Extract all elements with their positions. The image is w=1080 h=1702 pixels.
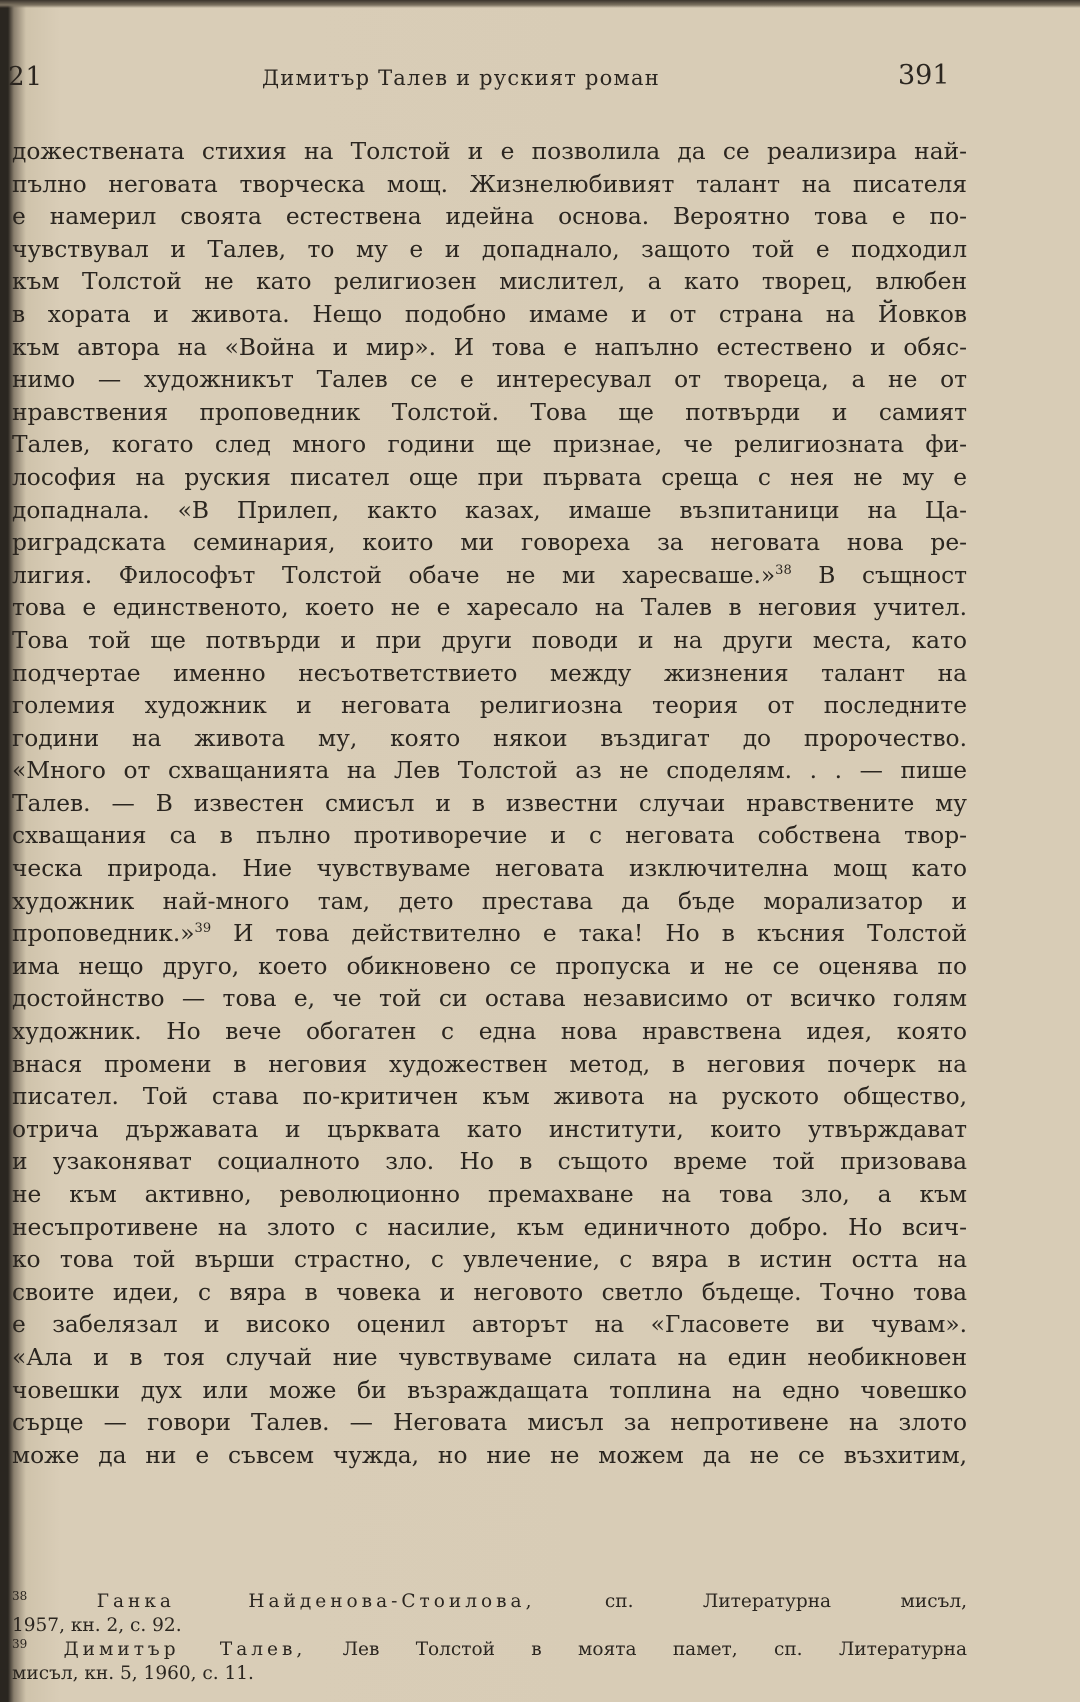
text-line xyxy=(12,1212,967,1245)
text-line xyxy=(12,364,967,397)
text-line-content: Талев, когато след много години ще признае, че религиозната фи- xyxy=(12,431,967,459)
footnote-38 xyxy=(12,1590,967,1614)
text-line-content: пълно неговата творческа мощ. Жизнелюбивият талант на писателя xyxy=(12,170,967,198)
text-line-content: към Толстой не като религиозен мислител, а като творец, влюбен xyxy=(12,268,967,296)
text-line xyxy=(12,788,967,821)
text-line xyxy=(12,169,967,202)
footnote-39-continuation: мисъл, кн. 5, 1960, с. 11. xyxy=(12,1663,254,1684)
page-top-edge xyxy=(0,0,1080,8)
text-line-content: «Ала и в тоя случай ние чувствуваме силата на един необикновен xyxy=(12,1343,967,1371)
text-line xyxy=(12,299,967,332)
text-line-content: може да ни е съвсем чужда, но ние не можем да не се възхитим, xyxy=(12,1441,967,1469)
text-line xyxy=(12,918,967,951)
header-left-fragment: 21 xyxy=(8,62,44,92)
footnote-ref-38: 38 xyxy=(775,562,792,578)
footnote-39-author: Димитър Талев, xyxy=(63,1639,307,1660)
running-header xyxy=(0,58,1080,98)
text-line-content: отрича държавата и църквата като институти, които утвърждават xyxy=(12,1115,967,1143)
text-line-content: човешки дух или може би възраждащата топлина на едно човешко xyxy=(12,1376,967,1404)
text-line-content: има нещо друго, което обикновено се пропуска и не се оценява по xyxy=(12,952,967,980)
text-line xyxy=(12,201,967,234)
text-line xyxy=(12,1016,967,1049)
text-line xyxy=(12,1049,967,1082)
text-line-content: внася промени в неговия художествен метод, в неговия почерк на xyxy=(12,1050,967,1078)
text-line xyxy=(12,266,967,299)
footnote-39 xyxy=(12,1638,967,1662)
text-line xyxy=(12,1146,967,1179)
text-line xyxy=(12,462,967,495)
text-line-content: писател. Той става по-критичен към живота на руското общество, xyxy=(12,1083,967,1111)
text-line-content: художник. Но вече обогатен с една нова нравствена идея, която xyxy=(12,1018,967,1046)
text-line-content: проповедник.» xyxy=(12,920,195,948)
page-number: 391 xyxy=(898,60,950,91)
text-line-content: големия художник и неговата религиозна теория от последните xyxy=(12,692,967,720)
footnote-ref-39: 39 xyxy=(194,921,212,937)
footnote-38-author: Ганка Найденова-Стоилова, xyxy=(96,1591,536,1612)
text-line-content: и узаконяват социалното зло. Но в същото време той призовава xyxy=(12,1148,967,1176)
main-text xyxy=(12,136,968,1469)
text-line xyxy=(12,1309,967,1342)
text-line xyxy=(12,1244,967,1277)
text-line-content: подчертае именно несъответствието между жизнения талант на xyxy=(12,659,967,687)
footnote-38-continuation: 1957, кн. 2, с. 92. xyxy=(12,1615,182,1636)
text-line xyxy=(12,527,967,560)
text-line-content: достойнство — това е, че той си остава независимо от всичко голям xyxy=(12,985,967,1013)
text-line xyxy=(12,886,967,919)
text-line-content: ческа природа. Ние чувствуваме неговата изключителна мощ като xyxy=(12,855,967,883)
text-line-content: Това той ще потвърди и при други поводи и на други места, като xyxy=(12,626,967,654)
text-line xyxy=(12,1081,967,1114)
text-line xyxy=(12,397,967,430)
running-title: Димитър Талев и руският роман xyxy=(262,66,660,90)
text-line-content: това е единственото, което не е харесало на Талев в неговия учител. xyxy=(12,594,967,622)
text-line-content: сърце — говори Талев. — Неговата мисъл за непротивене на злото xyxy=(12,1409,967,1437)
text-line xyxy=(12,1277,967,1310)
text-line xyxy=(12,755,967,788)
text-line xyxy=(12,853,967,886)
text-line-content: дожествената стихия на Толстой и е позволила да се реализира най- xyxy=(12,138,967,165)
footnote-38-source: сп. Литературна мисъл, xyxy=(535,1591,967,1612)
text-line-content: не към активно, революционно премахване на това зло, а към xyxy=(12,1181,967,1208)
text-line-content: риградската семинария, които ми говореха за неговата нова ре- xyxy=(12,529,967,557)
text-line xyxy=(12,560,967,593)
text-line xyxy=(12,1114,967,1147)
text-line xyxy=(12,820,967,853)
text-line-content: несъпротивене на злото с насилие, към единичното добро. Но всич- xyxy=(12,1213,967,1241)
text-line-content: лософия на руския писател още при първата среща с нея не му е xyxy=(12,463,967,491)
text-line xyxy=(12,1440,967,1473)
text-line xyxy=(12,332,967,365)
text-line xyxy=(12,1342,967,1375)
text-line xyxy=(12,951,967,984)
text-line-content: допаднала. «В Прилеп, както казах, имаше възпитаници на Ца- xyxy=(12,496,967,524)
text-line xyxy=(12,625,967,658)
text-line xyxy=(12,723,967,756)
text-line-content: схващания са в пълно противоречие и с неговата собствена твор- xyxy=(12,822,967,850)
text-line-content: към автора на «Война и мир». И това е напълно естествено и обяс- xyxy=(12,333,967,361)
text-line xyxy=(12,690,967,723)
text-line xyxy=(12,658,967,691)
text-line-content: «Много от схващанията на Лев Толстой аз не споделям. . . — пише xyxy=(12,757,967,785)
text-line-content: нимо — художникът Талев се е интересувал от твореца, а не от xyxy=(12,366,967,394)
text-line-content: ко това той върши страстно, с увлечение, с вяра в истин остта на xyxy=(12,1246,967,1274)
text-line-content: в хората и живота. Нещо подобно имаме и от страна на Йовков xyxy=(12,300,967,328)
text-line-content: Талев. — В известен смисъл и в известни случаи нравствените му xyxy=(12,789,967,817)
text-line-content: години на живота му, която някои въздигат до пророчество. xyxy=(12,724,967,752)
text-line xyxy=(12,592,967,625)
text-line-content: художник най-много там, дето престава да бъде морализатор и xyxy=(12,887,967,915)
text-line xyxy=(12,234,967,267)
text-line xyxy=(12,429,967,462)
text-line xyxy=(12,1375,967,1408)
footnotes xyxy=(12,1590,967,1690)
footnote-39-source: Лев Толстой в моята памет, сп. Литературна xyxy=(306,1639,968,1660)
text-line-content: лигия. Философът Толстой обаче не ми харесваше.» xyxy=(12,561,776,589)
text-line-content: е забелязал и високо оценил авторът на «Гласовете ви чувам». xyxy=(12,1311,967,1339)
text-line-content: нравствения проповедник Толстой. Това ще потвърди и самият xyxy=(12,398,967,426)
text-line xyxy=(12,495,967,528)
text-line xyxy=(12,983,967,1016)
text-line xyxy=(12,1407,967,1440)
footnote-38-mark: 38 xyxy=(12,1589,28,1603)
footnote-39-mark: 39 xyxy=(12,1637,28,1651)
text-line-content: е намерил своята естествена идейна основа. Вероятно това е по- xyxy=(12,203,967,231)
text-line xyxy=(12,1179,967,1212)
text-line-content: чувствувал и Талев, то му е и допаднало, защото той е подходил xyxy=(12,235,967,263)
text-line-tail: И това действително е така! Но в късния Толстой xyxy=(211,920,967,948)
text-line-tail: В същност xyxy=(791,561,968,589)
text-line xyxy=(12,136,967,169)
text-line-content: своите идеи, с вяра в човека и неговото светло бъдеще. Точно това xyxy=(12,1278,967,1306)
